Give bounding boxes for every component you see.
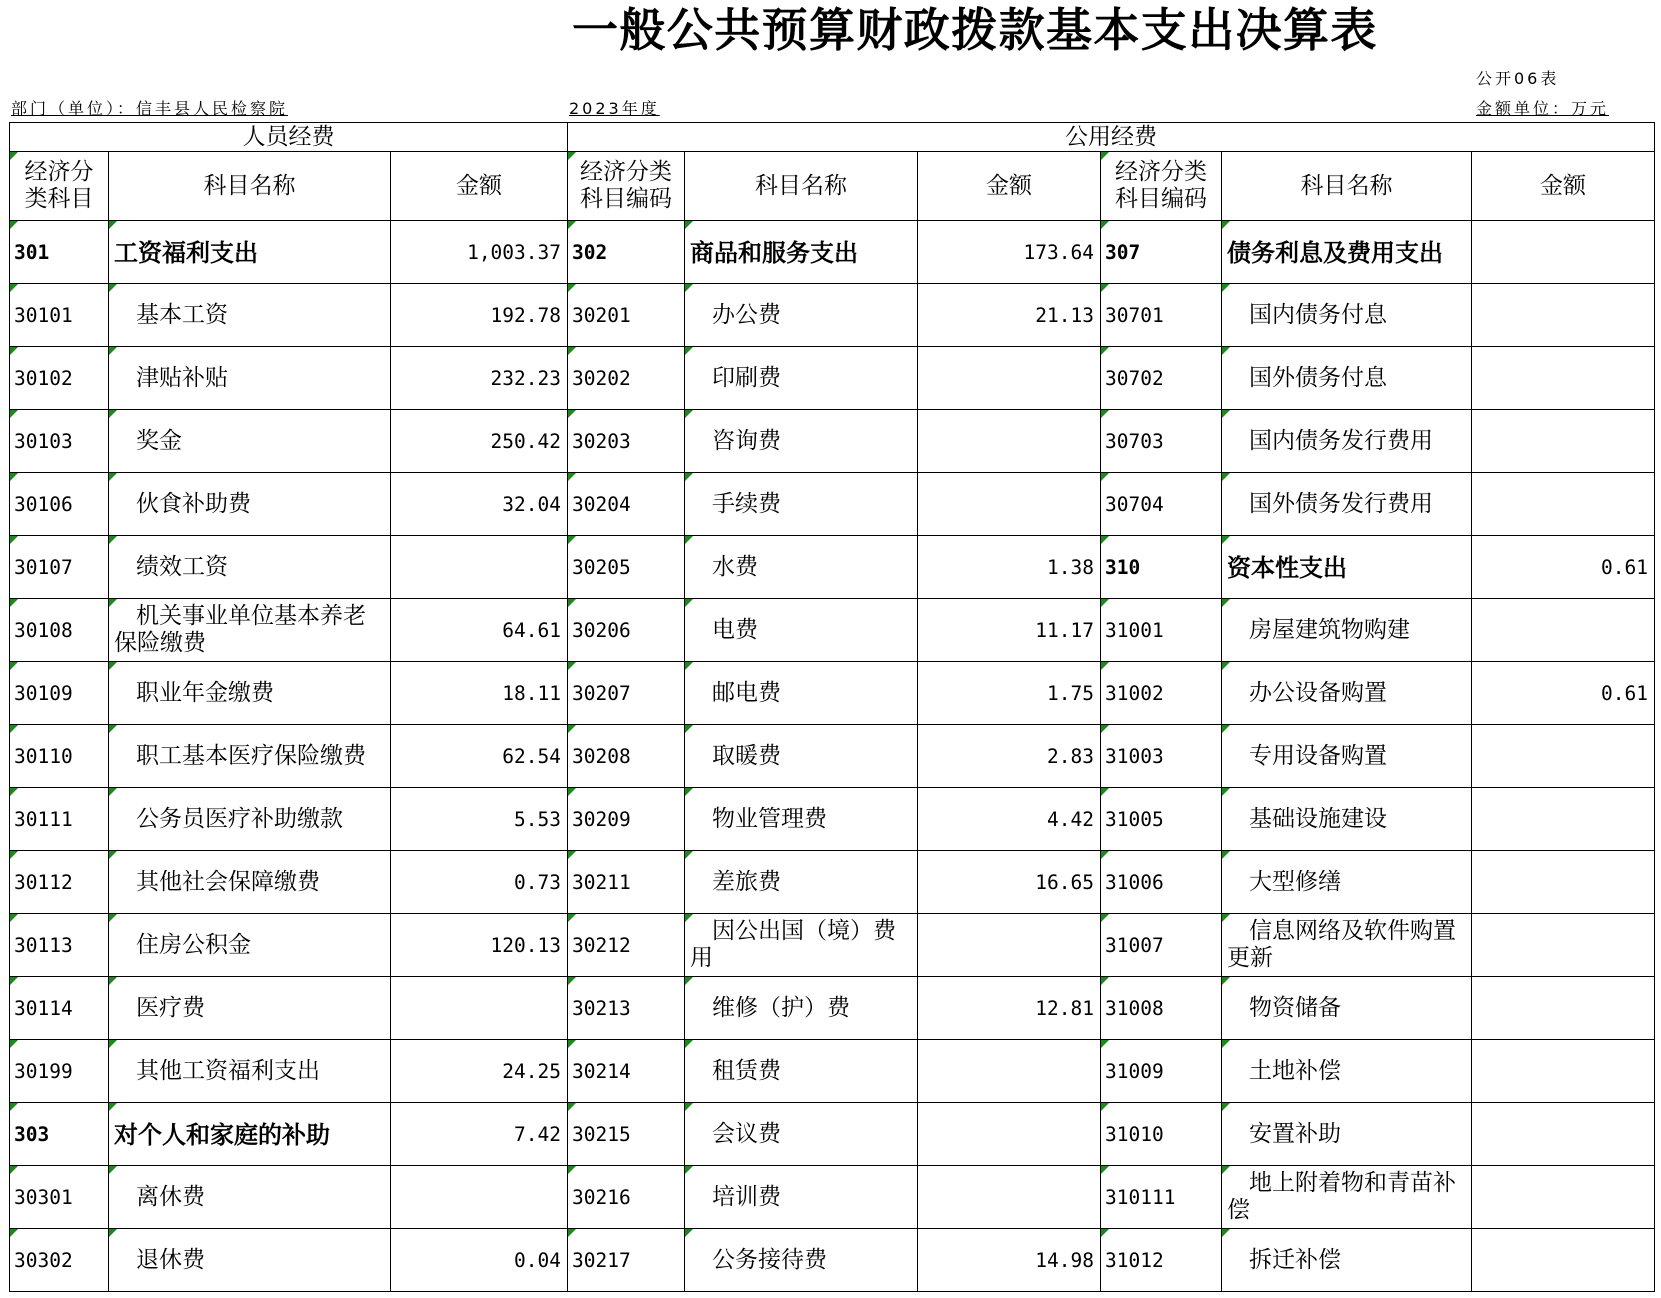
public-a-code: 30211	[568, 851, 685, 914]
public-b-code: 310	[1101, 536, 1222, 599]
personnel-code: 30103	[10, 410, 109, 473]
public-b-name: 专用设备购置	[1222, 725, 1472, 788]
table-row	[10, 221, 1655, 284]
public-a-name: 物业管理费	[685, 788, 918, 851]
personnel-code: 30301	[10, 1166, 109, 1229]
personnel-amount: 0.73	[391, 851, 568, 914]
public-b-name: 大型修缮	[1222, 851, 1472, 914]
public-b-amount	[1472, 788, 1655, 851]
header-public-a-name: 科目名称	[685, 152, 918, 221]
public-a-name: 商品和服务支出	[685, 221, 918, 284]
public-b-amount	[1472, 1103, 1655, 1166]
public-b-amount	[1472, 473, 1655, 536]
personnel-code: 303	[10, 1103, 109, 1166]
public-a-name: 租赁费	[685, 1040, 918, 1103]
personnel-name: 职业年金缴费	[109, 662, 391, 725]
personnel-name: 退休费	[109, 1229, 391, 1292]
header-public-a-code: 经济分类科目编码	[568, 152, 685, 221]
amount-unit-label: 金额单位：万元	[1476, 99, 1610, 118]
header-public-b-amount: 金额	[1472, 152, 1655, 221]
personnel-code: 30199	[10, 1040, 109, 1103]
personnel-amount: 250.42	[391, 410, 568, 473]
personnel-name: 工资福利支出	[109, 221, 391, 284]
personnel-amount: 5.53	[391, 788, 568, 851]
public-b-code: 31010	[1101, 1103, 1222, 1166]
personnel-amount: 1,003.37	[391, 221, 568, 284]
personnel-name: 机关事业单位基本养老保险缴费	[109, 599, 391, 662]
public-a-code: 30203	[568, 410, 685, 473]
public-a-code: 30216	[568, 1166, 685, 1229]
header-personnel-amount: 金额	[391, 152, 568, 221]
public-a-amount	[918, 914, 1101, 977]
public-a-amount: 1.38	[918, 536, 1101, 599]
department-label: 部门（单位）：信丰县人民检察院	[11, 99, 289, 118]
table-row	[10, 788, 1655, 851]
header-personnel-group: 人员经费	[10, 123, 568, 152]
personnel-amount: 120.13	[391, 914, 568, 977]
personnel-code: 30108	[10, 599, 109, 662]
public-b-code: 31005	[1101, 788, 1222, 851]
public-b-code: 31007	[1101, 914, 1222, 977]
table-row	[10, 977, 1655, 1040]
public-b-name: 安置补助	[1222, 1103, 1472, 1166]
personnel-amount	[391, 977, 568, 1040]
public-b-amount	[1472, 977, 1655, 1040]
public-a-amount: 16.65	[918, 851, 1101, 914]
public-b-name: 信息网络及软件购置更新	[1222, 914, 1472, 977]
public-b-name: 国内债务发行费用	[1222, 410, 1472, 473]
personnel-amount: 24.25	[391, 1040, 568, 1103]
public-a-amount: 1.75	[918, 662, 1101, 725]
public-b-code: 31001	[1101, 599, 1222, 662]
public-b-name: 物资储备	[1222, 977, 1472, 1040]
public-b-code: 31009	[1101, 1040, 1222, 1103]
public-b-name: 国外债务发行费用	[1222, 473, 1472, 536]
personnel-amount: 18.11	[391, 662, 568, 725]
public-a-amount: 4.42	[918, 788, 1101, 851]
public-a-name: 培训费	[685, 1166, 918, 1229]
personnel-code: 30111	[10, 788, 109, 851]
table-row	[10, 473, 1655, 536]
public-a-name: 维修（护）费	[685, 977, 918, 1040]
header-group-row	[10, 123, 1655, 152]
public-a-code: 30204	[568, 473, 685, 536]
personnel-amount: 64.61	[391, 599, 568, 662]
personnel-name: 对个人和家庭的补助	[109, 1103, 391, 1166]
public-a-code: 30215	[568, 1103, 685, 1166]
personnel-code: 30101	[10, 284, 109, 347]
personnel-name: 医疗费	[109, 977, 391, 1040]
table-row	[10, 347, 1655, 410]
public-b-code: 31006	[1101, 851, 1222, 914]
personnel-name: 公务员医疗补助缴款	[109, 788, 391, 851]
public-b-amount	[1472, 410, 1655, 473]
public-a-amount	[918, 410, 1101, 473]
personnel-amount	[391, 536, 568, 599]
public-a-amount	[918, 1103, 1101, 1166]
header-column-row	[10, 152, 1655, 221]
public-a-amount: 21.13	[918, 284, 1101, 347]
public-a-code: 30205	[568, 536, 685, 599]
public-a-name: 会议费	[685, 1103, 918, 1166]
public-b-code: 307	[1101, 221, 1222, 284]
public-a-amount: 14.98	[918, 1229, 1101, 1292]
public-b-code: 310111	[1101, 1166, 1222, 1229]
table-row	[10, 1103, 1655, 1166]
personnel-name: 离休费	[109, 1166, 391, 1229]
public-b-amount	[1472, 221, 1655, 284]
table-row	[10, 536, 1655, 599]
public-a-code: 30206	[568, 599, 685, 662]
public-b-code: 30701	[1101, 284, 1222, 347]
public-a-code: 30212	[568, 914, 685, 977]
public-a-amount: 12.81	[918, 977, 1101, 1040]
table-row	[10, 662, 1655, 725]
public-a-code: 30217	[568, 1229, 685, 1292]
public-a-code: 302	[568, 221, 685, 284]
personnel-amount: 7.42	[391, 1103, 568, 1166]
public-a-amount	[918, 1166, 1101, 1229]
fiscal-year-label: 2023年度	[569, 99, 660, 118]
personnel-name: 绩效工资	[109, 536, 391, 599]
public-a-name: 邮电费	[685, 662, 918, 725]
public-a-name: 咨询费	[685, 410, 918, 473]
public-a-code: 30202	[568, 347, 685, 410]
public-b-code: 30704	[1101, 473, 1222, 536]
personnel-name: 其他社会保障缴费	[109, 851, 391, 914]
public-b-name: 基础设施建设	[1222, 788, 1472, 851]
public-a-code: 30214	[568, 1040, 685, 1103]
personnel-amount	[391, 1166, 568, 1229]
public-a-amount	[918, 473, 1101, 536]
table-row	[10, 410, 1655, 473]
personnel-name: 奖金	[109, 410, 391, 473]
public-a-code: 30207	[568, 662, 685, 725]
public-b-code: 31008	[1101, 977, 1222, 1040]
table-row	[10, 599, 1655, 662]
public-a-name: 公务接待费	[685, 1229, 918, 1292]
personnel-code: 30107	[10, 536, 109, 599]
public-a-name: 办公费	[685, 284, 918, 347]
personnel-amount: 192.78	[391, 284, 568, 347]
personnel-code: 301	[10, 221, 109, 284]
public-b-code: 30703	[1101, 410, 1222, 473]
public-a-amount: 173.64	[918, 221, 1101, 284]
personnel-amount: 32.04	[391, 473, 568, 536]
public-b-amount	[1472, 725, 1655, 788]
public-b-amount: 0.61	[1472, 536, 1655, 599]
public-b-amount: 0.61	[1472, 662, 1655, 725]
header-public-a-amount: 金额	[918, 152, 1101, 221]
public-a-code: 30213	[568, 977, 685, 1040]
public-b-code: 31002	[1101, 662, 1222, 725]
public-b-amount	[1472, 1040, 1655, 1103]
personnel-name: 职工基本医疗保险缴费	[109, 725, 391, 788]
public-a-name: 取暖费	[685, 725, 918, 788]
public-b-amount	[1472, 599, 1655, 662]
table-row	[10, 1040, 1655, 1103]
public-a-code: 30209	[568, 788, 685, 851]
public-b-name: 办公设备购置	[1222, 662, 1472, 725]
table-number: 公开06表	[1476, 69, 1560, 88]
public-a-amount	[918, 1040, 1101, 1103]
public-a-code: 30208	[568, 725, 685, 788]
public-a-name: 水费	[685, 536, 918, 599]
public-b-name: 拆迁补偿	[1222, 1229, 1472, 1292]
public-b-name: 国外债务付息	[1222, 347, 1472, 410]
personnel-name: 基本工资	[109, 284, 391, 347]
personnel-amount: 62.54	[391, 725, 568, 788]
public-b-amount	[1472, 851, 1655, 914]
public-b-code: 31003	[1101, 725, 1222, 788]
public-b-amount	[1472, 1229, 1655, 1292]
public-b-name: 房屋建筑物购建	[1222, 599, 1472, 662]
public-a-amount: 11.17	[918, 599, 1101, 662]
public-a-name: 印刷费	[685, 347, 918, 410]
header-public-b-code: 经济分类科目编码	[1101, 152, 1222, 221]
public-b-amount	[1472, 347, 1655, 410]
header-personnel-code: 经济分类科目	[10, 152, 109, 221]
public-a-name: 因公出国（境）费用	[685, 914, 918, 977]
public-b-name: 地上附着物和青苗补偿	[1222, 1166, 1472, 1229]
public-b-name: 国内债务付息	[1222, 284, 1472, 347]
public-b-code: 31012	[1101, 1229, 1222, 1292]
public-a-code: 30201	[568, 284, 685, 347]
personnel-name: 其他工资福利支出	[109, 1040, 391, 1103]
personnel-code: 30302	[10, 1229, 109, 1292]
public-b-amount	[1472, 914, 1655, 977]
public-a-amount	[918, 347, 1101, 410]
personnel-name: 津贴补贴	[109, 347, 391, 410]
header-personnel-name: 科目名称	[109, 152, 391, 221]
table-row	[10, 1166, 1655, 1229]
table-row	[10, 725, 1655, 788]
public-a-name: 差旅费	[685, 851, 918, 914]
public-a-name: 电费	[685, 599, 918, 662]
public-b-amount	[1472, 284, 1655, 347]
personnel-amount: 232.23	[391, 347, 568, 410]
personnel-name: 住房公积金	[109, 914, 391, 977]
table-row	[10, 914, 1655, 977]
public-b-code: 30702	[1101, 347, 1222, 410]
public-b-amount	[1472, 1166, 1655, 1229]
public-b-name: 资本性支出	[1222, 536, 1472, 599]
public-b-name: 债务利息及费用支出	[1222, 221, 1472, 284]
personnel-name: 伙食补助费	[109, 473, 391, 536]
public-b-name: 土地补偿	[1222, 1040, 1472, 1103]
personnel-code: 30106	[10, 473, 109, 536]
header-public-b-name: 科目名称	[1222, 152, 1472, 221]
table-row	[10, 284, 1655, 347]
public-a-name: 手续费	[685, 473, 918, 536]
personnel-code: 30112	[10, 851, 109, 914]
page-title: 一般公共预算财政拨款基本支出决算表	[572, 3, 1378, 57]
personnel-code: 30109	[10, 662, 109, 725]
personnel-code: 30113	[10, 914, 109, 977]
personnel-amount: 0.04	[391, 1229, 568, 1292]
personnel-code: 30110	[10, 725, 109, 788]
table-row	[10, 1229, 1655, 1292]
public-a-amount: 2.83	[918, 725, 1101, 788]
personnel-code: 30102	[10, 347, 109, 410]
table-row	[10, 851, 1655, 914]
personnel-code: 30114	[10, 977, 109, 1040]
header-public-group: 公用经费	[568, 123, 1655, 152]
budget-table	[9, 122, 1655, 1292]
